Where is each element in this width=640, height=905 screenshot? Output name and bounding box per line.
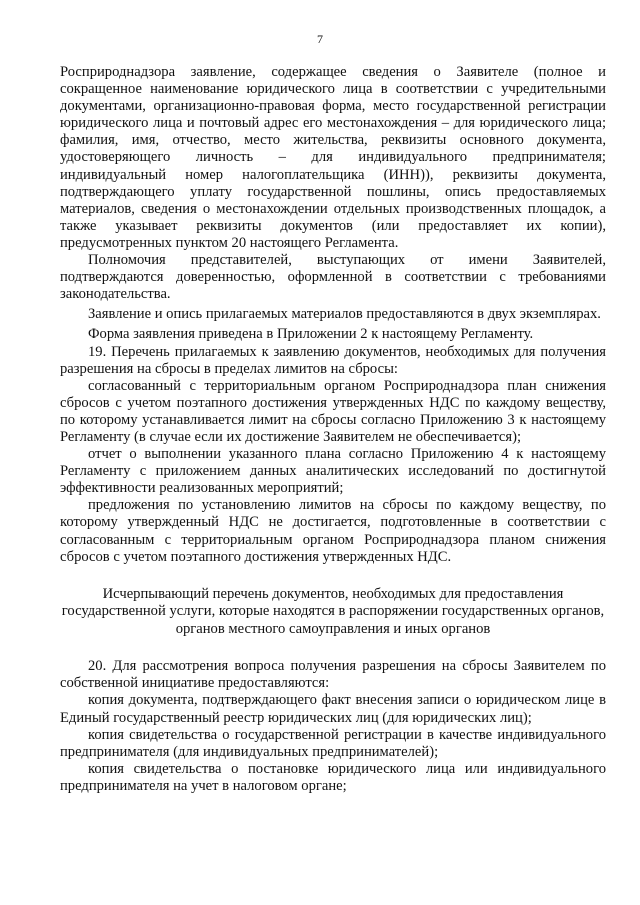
paragraph-tax-registration-copy: копия свидетельства о постановке юридического лица или индивидуального предпринимателя на учет в налоговом органе; (60, 760, 606, 794)
paragraph-limit-proposals: предложения по установлению лимитов на сбросы по каждому веществу, по которому утвержденный НДС не достигается, подготовленные в соответствии с согласованным с территориальным органом Росприроднадзора планом снижения сбросов с учетом поэтапного достижения утвержденных НДС. (60, 497, 606, 565)
paragraph-form: Форма заявления приведена в Приложении 2 к настоящему Регламенту. (88, 326, 534, 343)
paragraph-reduction-plan: согласованный с территориальным органом Росприроднадзора план снижения сбросов с учетом поэтапного достижения утвержденных НДС по каждому веществу, по которому устанавливается лимит на сбросы согласно Приложению 3 к настоящему Регламенту (в случае если их достижение Заявителем не обеспечивается); (60, 377, 606, 445)
paragraph-plan-report: отчет о выполнении указанного плана согласно Приложению 4 к настоящему Регламенту с приложением данных аналитических исследований по достигнутой эффективности реализованных мероприятий; (60, 446, 606, 497)
document-body (60, 64, 606, 795)
section-heading: Исчерпывающий перечень документов, необходимых для предоставления государственной услуги, которые находятся в распоряжении государственных органов, органов местного самоуправления и иных органов (61, 585, 605, 637)
paragraph-ip-registration-copy: копия свидетельства о государственной регистрации в качестве индивидуального предпринимателя (для индивидуальных предпринимателей); (60, 726, 606, 760)
page-number: 7 (317, 32, 323, 46)
paragraph-item-19: 19. Перечень прилагаемых к заявлению документов, необходимых для получения разрешения на сбросы в пределах лимитов на сбросы: (60, 343, 606, 377)
paragraph-representatives: Полномочия представителей, выступающих от имени Заявителей, подтверждаются доверенностью, оформленной в соответствии с требованиями законодательства. (60, 252, 606, 303)
paragraph-copies: Заявление и опись прилагаемых материалов предоставляются в двух экземплярах. (88, 306, 601, 323)
paragraph-egrul-copy: копия документа, подтверждающего факт внесения записи о юридическом лице в Единый государственный реестр юридических лиц (для юридических лиц); (60, 692, 606, 726)
paragraph-applicant-info: Росприроднадзора заявление, содержащее сведения о Заявителе (полное и сокращенное наименование юридического лица в соответствии с учредительными документами, организационно-правовая форма, место государственной регистрации юридического лица и почтовый адрес его местонахождения – для юридического лица; фамилия, имя, отчество, место жительства, реквизиты основного документа, удостоверяющего личность – для индивидуального предпринимателя; индивидуальный номер налогоплательщика (ИНН)), реквизиты документа, подтверждающего уплату государственной пошлины, опись предоставляемых материалов, сведения о местонахождении отдельных производственных площадок, а также указывает реквизиты документов (или предоставляет их копии), предусмотренных пунктом 20 настоящего Регламента. (60, 64, 606, 251)
paragraph-item-20: 20. Для рассмотрения вопроса получения разрешения на сбросы Заявителем по собственной инициативе предоставляются: (60, 658, 606, 692)
